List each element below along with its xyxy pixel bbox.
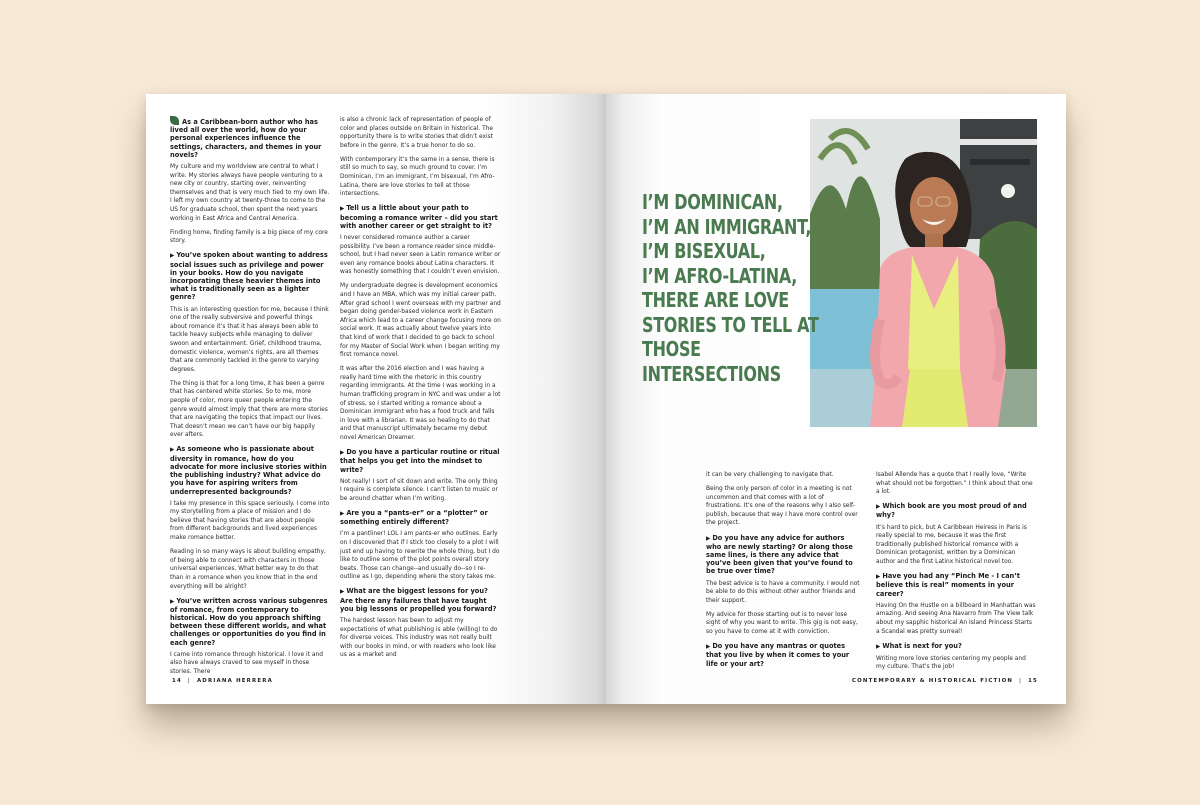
answer-paragraph: The thing is that for a long time, it has been a genre that has centered white stories. So to me, more people of color, more queer people entering the genre would almost imply that there are more stories that are navigating the topics that impact our lives. That doesn’t mean we can’t have our big happily ever afters. [170, 380, 328, 439]
interview-question [876, 572, 1036, 598]
answer-paragraph: It was after the 2016 election and I was having a really hard time with the rhetoric in this country regarding immigrants. At the time I was working in a human trafficking program in NYC and was under a lot of stress, so I started writing a romance about a Dominican immigrant who has a food truck and falls in love with a librarian. It was so healing to do that and that manuscript ultimately became my debut novel American Dreamer. [340, 366, 501, 442]
arrow-right-icon: ▶ [340, 206, 345, 213]
interview-question [170, 597, 330, 647]
answer-paragraph: The best advice is to have a community. I would not be able to do this without other author friends and their support. [706, 580, 860, 604]
question-text: You’ve written across various subgenres of romance, from contemporary to historical. How do you approach shifting between these different worlds, and what challenges or opportunities do you find in each genre? [170, 596, 328, 647]
arrow-right-icon: ▶ [170, 447, 175, 454]
question-text: Do you have any advice for authors who are newly starting? Or along those same lines, is there any advice that you’ve been given that you’ve found to be true over time? [706, 533, 853, 576]
arrow-right-icon: ▶ [876, 643, 881, 650]
answer-paragraph: With contemporary it’s the same in a sense, there is still so much to say, so much ground to cover. I’m Dominican, I’m an immigrant, I’m bisexual, I’m Afro-Latina, there are love stories to tell at those intersections. [340, 156, 495, 198]
interview-question [876, 642, 1036, 651]
arrow-right-icon: ▶ [340, 511, 345, 517]
answer-paragraph: Having On the Hustle on a billboard in Manhattan was amazing. And seeing Ana Navarro from The View talk about my sapphic historical An Island Princess Starts a Scandal was pretty surreal! [876, 602, 1036, 635]
question-text: Are you a “pants-er” or a “plotter” or something entirely different? [340, 509, 488, 527]
question-text: What is next for you? [882, 641, 962, 650]
answer-paragraph: it can be very challenging to navigate that. [706, 472, 834, 478]
right-column-1 [706, 471, 860, 672]
pull-quote: I’M DOMINICAN, I’M AN IMMIGRANT, I’M BISEXUAL, I’M AFRO-LATINA, THERE ARE LOVE STORIES TO TELL AT THOSE INTERSECTIONS [642, 190, 819, 386]
interview-question [170, 116, 330, 159]
interview-question [340, 448, 501, 474]
question-text: Do you have a particular routine or ritual that helps you get into the mindset to write? [340, 448, 500, 474]
interview-question [706, 642, 860, 668]
answer-paragraph: My culture and my worldview are central to what I write. My stories always have people venturing to a new city or country, starting over, reinventing themselves and that is very much tied to my own life. I left my own country at twenty-three to come to the US for graduate school, then spent the next years working in East Africa and Central America. [170, 164, 330, 222]
arrow-right-icon: ▶ [706, 644, 711, 651]
interview-question [340, 587, 501, 613]
answer-paragraph: Isabel Allende has a quote that I really love, “Write what should not be forgotten.” I think about that one a lot. [876, 472, 1033, 496]
answer-paragraph: The hardest lesson has been to adjust my expectations of what publishing is able (willing) to do for diverse voices. This industry was not really built with our books in mind, or with readers who look like us as a market and [340, 618, 498, 659]
answer-paragraph: Reading in so many ways is about building empathy, of being able to connect with characters in those universal experiences. What better way to do that than in a romance when you know that in the end everything will be alright? [170, 549, 326, 590]
arrow-right-icon: ▶ [170, 598, 175, 605]
left-column-2 [340, 116, 501, 666]
arrow-right-icon: ▶ [340, 450, 345, 457]
question-text: Do you have any mantras or quotes that you live by when it comes to your life or your art? [706, 642, 850, 668]
question-text: Tell us a little about your path to becoming a romance writer – did you start with another career or get straight to it? [340, 204, 498, 230]
answer-paragraph: I’m a pantliner! LOL I am pants-er who outlines. Early on I discovered that if I stick too closely to a plot I will just end up having to rewrite the whole thing, but I do like to outline some of the plot points overall story beats. Those can change--and usually do--so I re-outline as I go, depending where the story takes me. [340, 531, 500, 581]
interview-question [340, 509, 501, 526]
arrow-right-icon: ▶ [706, 535, 711, 542]
answer-paragraph: Being the only person of color in a meeting is not uncommon and that comes with a lot of frustrations. It’s one of the reasons why I also self-publish, because that way I have more control over the project. [706, 486, 858, 527]
leaf-icon [170, 116, 179, 125]
arrow-right-icon: ▶ [876, 574, 881, 581]
author-name: ADRIANA HERRERA [196, 678, 273, 684]
arrow-right-icon: ▶ [170, 253, 175, 260]
magazine-spread [146, 94, 1066, 704]
answer-paragraph: I came into romance through historical. I love it and also have always craved to see myself in those stories. There [170, 651, 323, 676]
answer-paragraph: My advice for those starting out is to never lose sight of why you want to write. This gig is not easy, so you have to come at it with conviction. [706, 611, 858, 636]
arrow-right-icon: ▶ [340, 589, 345, 596]
right-column-2 [876, 471, 1036, 678]
answer-paragraph: Finding home, finding family is a big piece of my core story. [170, 229, 328, 245]
answer-paragraph: I never considered romance author a career possibility. I’ve been a romance reader since middle-school, but I had never seen a Latin romance writer or even any romance books about Latina characters. It was honestly something that I couldn’t even envision. [340, 234, 501, 276]
answer-paragraph: Writing more love stories centering my people and my culture. That’s the job! [876, 655, 1026, 671]
answer-paragraph: It’s hard to pick, but A Caribbean Heiress in Paris is really special to me, because it was the first traditionally published historical romance with a Dominican protagonist, written by a Dominican author and the first Latinx historical novel too. [876, 524, 1027, 566]
page-number: 14 [172, 678, 182, 684]
right-folio: CONTEMPORARY & HISTORICAL FICTION | 15 [851, 678, 1038, 684]
interview-question [876, 502, 1036, 519]
answer-paragraph: I take my presence in this space seriously. I come into my storytelling from a place of mission and I do believe that having stories that are about people from different backgrounds and lived experiences make romance better. [170, 500, 330, 542]
question-text: Have you had any “Pinch Me - I can’t believe this is real” moments in your career? [876, 572, 1020, 598]
answer-paragraph: is also a chronic lack of representation of people of color and places outside on Britain in historical. The opportunity there is to write stories that didn’t exist before in the genre. It’s a true honor to do so. [340, 117, 494, 149]
question-text: Which book are you most proud of and why? [876, 502, 1027, 520]
page-number: 15 [1028, 678, 1038, 684]
interview-question [706, 534, 860, 576]
section-name: CONTEMPORARY & HISTORICAL FICTION [851, 678, 1014, 684]
left-page [146, 94, 606, 704]
interview-question [170, 251, 330, 301]
left-folio: 14 | ADRIANA HERRERA [172, 678, 273, 684]
interview-question [170, 445, 330, 495]
left-column-1 [170, 116, 330, 682]
interview-question [340, 204, 501, 230]
question-text: You’ve spoken about wanting to address social issues such as privilege and power in your books. How do you navigate incorporating these heavier themes into what is traditionally seen as a lighter genre? [170, 251, 328, 302]
answer-paragraph: This is an interesting question for me, because I think one of the really subversive and powerful things about romance it’s that it has always been able to tackle heavy subjects while managing to deliver swoon and entertainment. Grief, childhood trauma, domestic violence, women’s rights, are all themes that are commonly tackled in the genre to varying degrees. [170, 306, 329, 373]
right-page [606, 94, 1066, 704]
answer-paragraph: My undergraduate degree is development economics and I have an MBA, which was my initial career path. After grad school I went overseas with my partner and began doing gender-based violence work in Eastern Africa which lead to a career change focusing more on social work. It was actually about twelve years into that kind of work that I decided to go back to school for my Master of Social Work when I began writing my first romance novel. [340, 283, 501, 359]
question-text: What are the biggest lessons for you? Are there any failures that have taught you big lessons or propelled you forward? [340, 587, 497, 613]
question-text: As a Caribbean-born author who has lived all over the world, how do your personal experiences influence the settings, characters, and themes in your novels? [170, 118, 322, 159]
answer-paragraph: Not really! I sort of sit down and write. The only thing I require is complete silence. I can’t listen to music or be around chatter when I’m writing. [340, 478, 498, 502]
arrow-right-icon: ▶ [876, 504, 881, 511]
question-text: As someone who is passionate about diversity in romance, how do you advocate for more inclusive stories within the publishing industry? What advice do you have for aspiring writers from underrepresented backgrounds? [170, 445, 327, 496]
